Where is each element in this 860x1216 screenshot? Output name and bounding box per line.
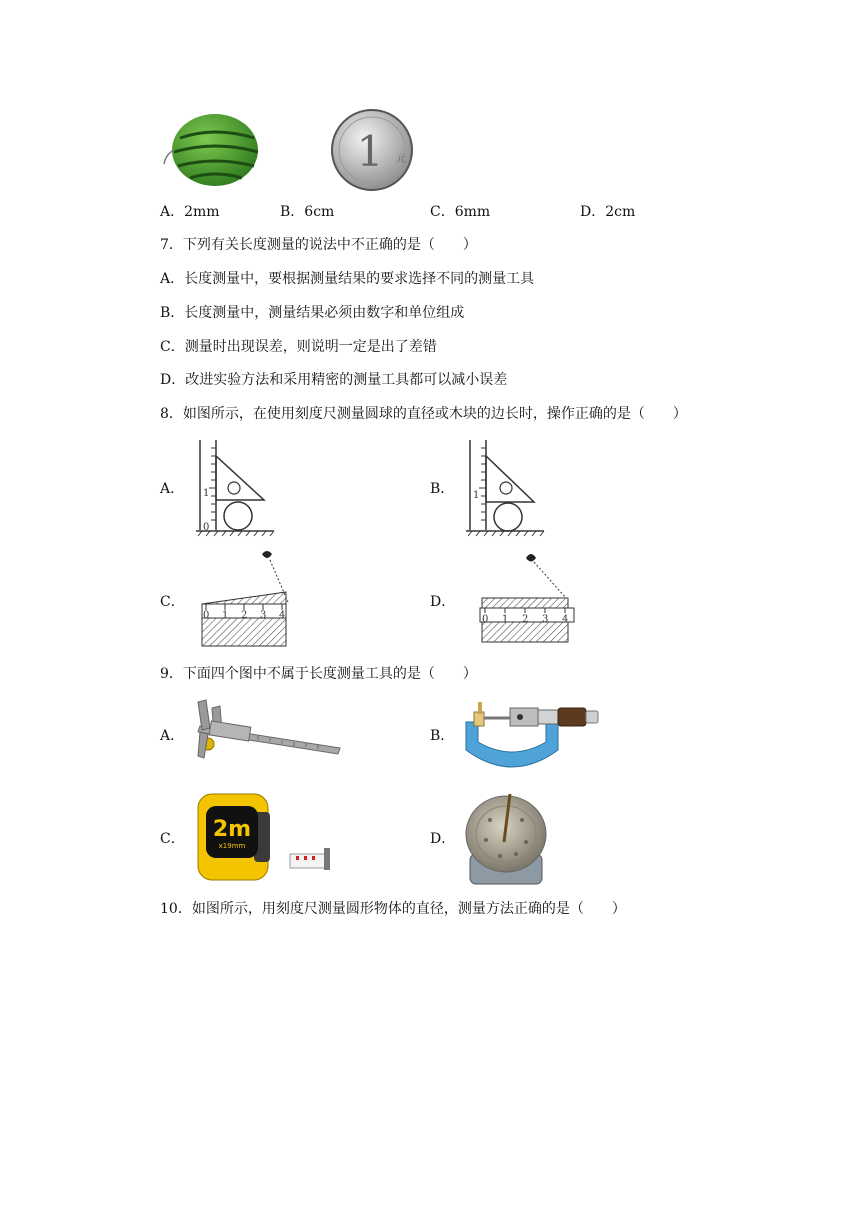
q9-question: 9．下面四个图中不属于长度测量工具的是（ ） (160, 666, 477, 682)
q10-question: 10．如图所示，用刻度尺测量圆形物体的直径，测量方法正确的是（ ） (160, 901, 626, 917)
q8-figure-b (462, 438, 552, 540)
q8-label-d[interactable]: D． (430, 594, 456, 610)
q8c-tick-0: 0 (203, 610, 210, 621)
q8-figure-a (192, 438, 282, 540)
q9-label-a[interactable]: A． (160, 728, 185, 744)
q9-label-c[interactable]: C． (160, 831, 185, 847)
q6-option-d[interactable]: D．2cm (580, 204, 636, 220)
q8-label-b[interactable]: B． (430, 481, 455, 497)
coin-unit: 元 (396, 154, 406, 165)
q7-question: 7．下列有关长度测量的说法中不正确的是（ ） (160, 237, 477, 253)
micrometer-image (462, 698, 604, 774)
coin-image (330, 108, 414, 192)
vernier-caliper-image (186, 698, 346, 762)
q7-option-d[interactable]: D．改进实验方法和采用精密的测量工具都可以减小误差 (160, 372, 508, 388)
q8d-tick-3: 3 (542, 614, 549, 625)
q8d-tick-1: 1 (502, 614, 509, 625)
q6-option-b[interactable]: B．6cm (280, 204, 335, 220)
tape-label: 2m (212, 817, 252, 842)
q8c-tick-4: 4 (279, 610, 286, 621)
tape-measure-image (192, 790, 332, 886)
q8-figure-c (196, 546, 300, 650)
q6-option-a[interactable]: A．2mm (160, 204, 220, 220)
q8-label-a[interactable]: A． (160, 481, 185, 497)
tape-sublabel: x19mm (218, 842, 246, 850)
q8a-tick-1: 1 (203, 488, 210, 499)
q7-option-b[interactable]: B．长度测量中，测量结果必须由数字和单位组成 (160, 305, 465, 321)
q8d-tick-2: 2 (522, 614, 529, 625)
q8d-tick-4: 4 (562, 614, 569, 625)
q7-option-a[interactable]: A．长度测量中，要根据测量结果的要求选择不同的测量工具 (160, 271, 535, 287)
q9-label-b[interactable]: B． (430, 728, 455, 744)
q8c-tick-1: 1 (222, 610, 229, 621)
coin-numeral: 1 (356, 127, 384, 176)
q8c-tick-3: 3 (260, 610, 267, 621)
sundial-image (460, 790, 552, 888)
watermelon-image (158, 108, 262, 188)
q8-question: 8．如图所示，在使用刻度尺测量圆球的直径或木块的边长时，操作正确的是（ ） (160, 406, 687, 422)
q9-label-d[interactable]: D． (430, 831, 456, 847)
q8b-tick-1: 1 (473, 490, 480, 501)
q7-option-c[interactable]: C．测量时出现误差，则说明一定是出了差错 (160, 339, 437, 355)
q8c-tick-2: 2 (241, 610, 248, 621)
q8-figure-d (476, 546, 580, 650)
q8d-tick-0: 0 (482, 614, 489, 625)
q8a-tick-0: 0 (203, 522, 210, 533)
q8-label-c[interactable]: C． (160, 594, 185, 610)
q6-option-c[interactable]: C．6mm (430, 204, 491, 220)
